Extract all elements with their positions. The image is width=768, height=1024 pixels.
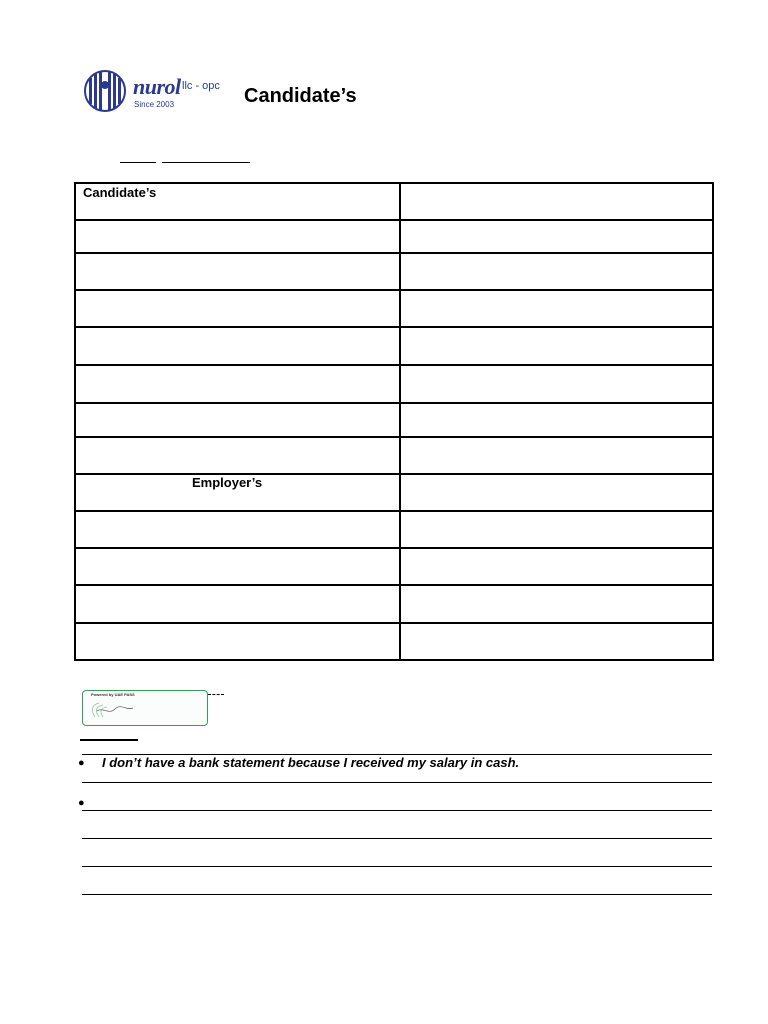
table-row bbox=[75, 253, 713, 290]
table-cell-value[interactable] bbox=[400, 585, 713, 623]
ruled-line bbox=[82, 810, 712, 811]
ruled-line bbox=[82, 894, 712, 895]
employer-section-label: Employer’s bbox=[192, 475, 263, 490]
table-cell-value[interactable] bbox=[400, 511, 713, 548]
table-row bbox=[75, 437, 713, 474]
table-cell-label bbox=[75, 623, 400, 660]
form-table bbox=[74, 182, 714, 661]
logo-since: Since 2003 bbox=[134, 100, 175, 109]
table-cell-value[interactable] bbox=[400, 403, 713, 437]
table-row bbox=[75, 585, 713, 623]
table-row bbox=[75, 623, 713, 660]
table-row bbox=[75, 365, 713, 403]
ruled-line bbox=[82, 838, 712, 839]
table-cell-value[interactable] bbox=[400, 253, 713, 290]
ruled-line bbox=[82, 866, 712, 867]
table-cell-label bbox=[75, 220, 400, 253]
table-cell-label bbox=[75, 327, 400, 365]
logo-suffix: llc - opc bbox=[182, 80, 220, 92]
table-cell-value[interactable] bbox=[400, 365, 713, 403]
ruled-line bbox=[82, 782, 712, 783]
table-cell-value[interactable] bbox=[400, 548, 713, 585]
table-cell-label bbox=[75, 474, 400, 511]
table-row bbox=[75, 327, 713, 365]
table-cell-value[interactable] bbox=[400, 437, 713, 474]
table-cell-label bbox=[75, 585, 400, 623]
table-cell-label bbox=[75, 290, 400, 327]
table-row bbox=[75, 220, 713, 253]
table-row bbox=[75, 183, 713, 220]
bullet-icon: ● bbox=[78, 757, 85, 769]
candidate-section-label: Candidate’s bbox=[83, 185, 157, 200]
table-row bbox=[75, 511, 713, 548]
table-cell-value[interactable] bbox=[400, 327, 713, 365]
uae-pass-signature-icon bbox=[87, 699, 147, 721]
notes-heading-rule bbox=[80, 739, 138, 741]
header-blank-short bbox=[120, 162, 156, 163]
table-row bbox=[75, 474, 713, 511]
signature-stamp bbox=[82, 690, 208, 726]
document-title: Candidate’s bbox=[244, 85, 357, 107]
table-row bbox=[75, 290, 713, 327]
table-cell-value[interactable] bbox=[400, 474, 713, 511]
company-logo bbox=[84, 70, 229, 114]
header-blank-long bbox=[162, 162, 250, 163]
table-cell-label bbox=[75, 511, 400, 548]
table-row bbox=[75, 548, 713, 585]
table-cell-label bbox=[75, 253, 400, 290]
note-statement: I don’t have a bank statement because I received my salary in cash. bbox=[102, 755, 520, 770]
table-cell-label bbox=[75, 183, 400, 220]
table-row bbox=[75, 403, 713, 437]
table-cell-label bbox=[75, 437, 400, 474]
table-cell-value[interactable] bbox=[400, 623, 713, 660]
logo-wordmark: nurol bbox=[133, 74, 181, 99]
table-cell-value[interactable] bbox=[400, 220, 713, 253]
stamp-dash bbox=[208, 694, 224, 695]
table-cell-label bbox=[75, 365, 400, 403]
table-cell-label bbox=[75, 403, 400, 437]
table-cell-value[interactable] bbox=[400, 183, 713, 220]
table-cell-label bbox=[75, 548, 400, 585]
bullet-icon: ● bbox=[78, 797, 85, 809]
company-logo-mark-icon bbox=[84, 70, 132, 112]
stamp-caption: Powered by UAE PASS bbox=[91, 692, 135, 697]
table-cell-value[interactable] bbox=[400, 290, 713, 327]
